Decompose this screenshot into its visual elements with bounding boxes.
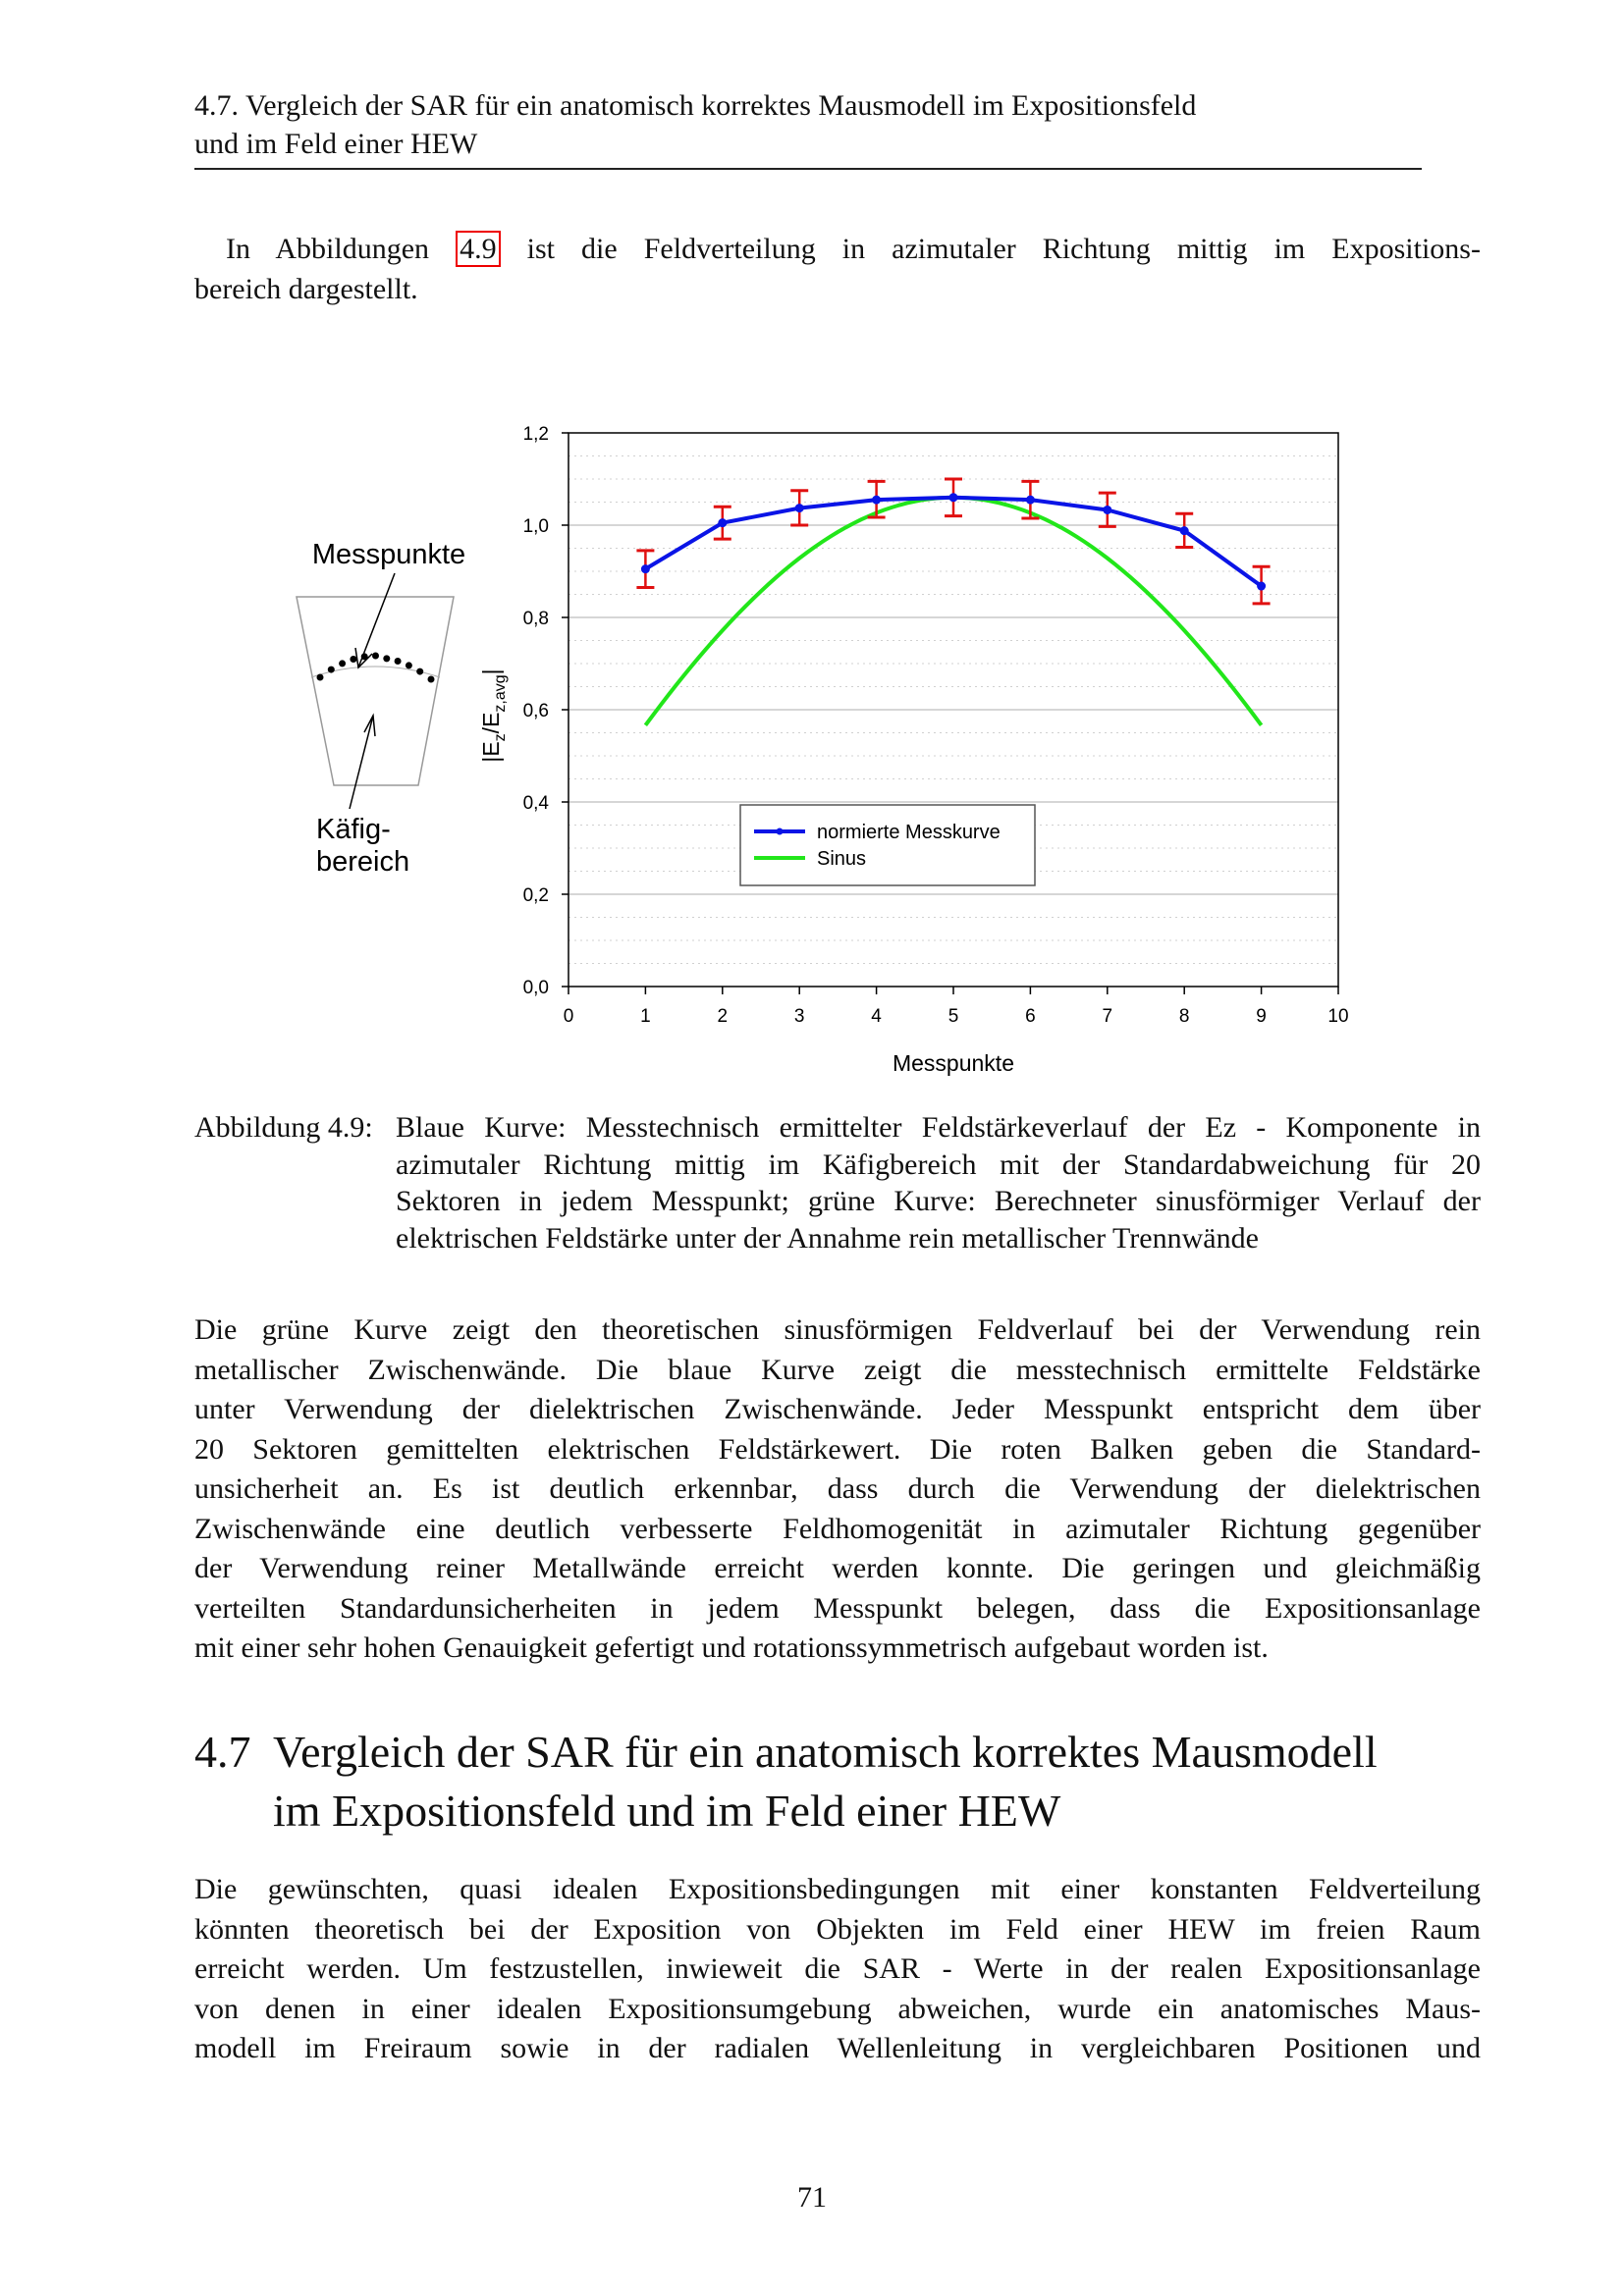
running-header-line: 4.7. Vergleich der SAR für ein anatomisch korrektes Mausmodell im Expositionsfeld [194, 89, 1197, 122]
x-tick-label: 1 [640, 1006, 651, 1027]
measurement-dot [428, 676, 435, 683]
paragraph-3 [194, 1870, 1481, 2069]
y-tick-label: 1,0 [522, 516, 549, 537]
y-tick-label: 0,2 [522, 885, 549, 906]
x-tick-label: 7 [1102, 1006, 1113, 1027]
section-number: 4.7 [194, 1727, 251, 1777]
legend-box [740, 805, 1035, 885]
x-tick-label: 0 [563, 1006, 574, 1027]
intro-text: In Abbildungen [226, 233, 457, 265]
y-tick-label: 1,2 [522, 424, 549, 445]
measurement-dot [406, 662, 412, 668]
paragraph-2 [194, 1310, 1481, 1669]
label-kaefig: Käfig- [316, 814, 391, 845]
data-point [872, 496, 881, 505]
data-point [1180, 526, 1189, 535]
paragraph-line: der Verwendung reiner Metallwände erreicht werden konnte. Die geringen und gleichmäßig [194, 1552, 1481, 1584]
measurement-dot [395, 658, 402, 665]
caption-line: Blaue Kurve: Messtechnisch ermittelter Feldstärkeverlauf der Ez - Komponente in [396, 1111, 1481, 1144]
cage-diagram [297, 539, 465, 878]
paragraph-line: von denen in einer idealen Expositionsumgebung abweichen, wurde ein anatomisches Maus- [194, 1992, 1481, 2025]
x-tick-label: 2 [717, 1006, 729, 1027]
y-tick-label: 0,8 [522, 609, 549, 629]
section-title-line: Vergleich der SAR für ein anatomisch korrektes Mausmodell [273, 1727, 1378, 1777]
paragraph-line: könnten theoretisch bei der Exposition von Objekten im Feld einer HEW im freien Raum [194, 1912, 1481, 1946]
caption-label: Abbildung 4.9: [194, 1111, 373, 1144]
caption-line: azimutaler Richtung mittig im Käfigbereich mit der Standardabweichung für 20 [396, 1148, 1481, 1181]
arrow-cage [350, 716, 373, 809]
x-tick-label: 4 [871, 1006, 882, 1027]
data-point [949, 493, 958, 502]
measurement-dot [317, 674, 324, 681]
figure-4-9 [0, 0, 1624, 1099]
data-point [795, 504, 804, 512]
figure-reference-link[interactable]: 4.9 [456, 231, 501, 267]
paragraph-line: verteilten Standardunsicherheiten in jedem Messpunkt belegen, dass die Expositionsanlage [194, 1591, 1481, 1625]
data-point [1257, 582, 1266, 591]
y-tick-label: 0,6 [522, 701, 549, 721]
paragraph-line: Die grüne Kurve zeigt den theoretischen sinusförmigen Feldverlauf bei der Verwendung rein [194, 1313, 1481, 1346]
label-messpunkte: Messpunkte [311, 539, 466, 570]
y-tick-label: 0,0 [522, 978, 549, 998]
data-point [1103, 506, 1111, 514]
running-header-line: und im Feld einer HEW [194, 128, 478, 160]
label-bereich: bereich [316, 846, 410, 878]
paragraph-line: Die gewünschten, quasi idealen Expositionsbedingungen mit einer konstanten Feldverteilung [194, 1873, 1481, 1905]
caption-line: elektrischen Feldstärke unter der Annahme rein metallischer Trennwände [396, 1222, 1259, 1255]
x-tick-label: 9 [1256, 1006, 1267, 1027]
section-title-line: im Expositionsfeld und im Feld einer HEW [273, 1786, 1061, 1836]
measurement-dot [339, 660, 346, 667]
paragraph-line: modell im Freiraum sowie in der radialen Wellenleitung in vergleichbaren Positionen und [194, 2032, 1481, 2064]
intro-line: bereich dargestellt. [194, 272, 418, 305]
legend [740, 805, 1035, 885]
measurement-dot [383, 655, 390, 662]
paragraph-line: Zwischenwände eine deutlich verbesserte Feldhomogenität in azimutaler Richtung gegenüber [194, 1512, 1481, 1545]
paragraph-line: erreicht werden. Um festzustellen, inwieweit die SAR - Werte in der realen Expositionsanlage [194, 1952, 1481, 1985]
caption-line: Sektoren in jedem Messpunkt; grüne Kurve: Berechneter sinusförmiger Verlauf der [396, 1185, 1481, 1218]
legend-label-sinus: Sinus [817, 848, 867, 870]
paragraph-line: 20 Sektoren gemittelten elektrischen Feldstärkewert. Die roten Balken geben die Standard- [194, 1432, 1481, 1466]
arrow-head-icon [364, 716, 375, 736]
data-point [718, 518, 727, 527]
paragraph-line: mit einer sehr hohen Genauigkeit gefertigt und rotationssymmetrisch aufgebaut worden ist. [194, 1631, 1269, 1664]
page-number: 71 [797, 2181, 827, 2214]
measurement-dot [372, 653, 379, 660]
measurement-dots [317, 653, 435, 683]
measurement-dot [350, 656, 356, 663]
y-axis-label: $|E_z/E_{z,avg}|$ [478, 668, 509, 763]
legend-label-messkurve: normierte Messkurve [817, 822, 1001, 843]
data-point [641, 564, 650, 573]
chart [523, 424, 1349, 1027]
x-axis-label: Messpunkte [892, 1050, 1015, 1076]
measurement-dot [328, 667, 335, 673]
data-point [1026, 496, 1035, 505]
x-tick-label: 5 [947, 1006, 959, 1027]
paragraph-line: unsicherheit an. Es ist deutlich erkennbar, dass durch die Verwendung der dielektrischen [194, 1472, 1481, 1505]
paragraph-line: metallischer Zwischenwände. Die blaue Kurve zeigt die messtechnisch ermittelte Feldstärke [194, 1353, 1481, 1386]
figure-caption [396, 1109, 1481, 1257]
section-heading [194, 1723, 1490, 1841]
paragraph-line: unter Verwendung der dielektrischen Zwischenwände. Jeder Messpunkt entspricht dem über [194, 1393, 1481, 1425]
intro-text: ist die Feldverteilung in azimutaler Richtung mittig im Expositions- [500, 233, 1481, 265]
x-tick-label: 3 [793, 1006, 805, 1027]
measurement-dot [416, 668, 423, 675]
y-tick-label: 0,4 [522, 793, 549, 814]
legend-marker [777, 828, 784, 835]
x-tick-label: 6 [1025, 1006, 1036, 1027]
x-tick-label: 10 [1327, 1006, 1349, 1027]
x-tick-label: 8 [1178, 1006, 1190, 1027]
